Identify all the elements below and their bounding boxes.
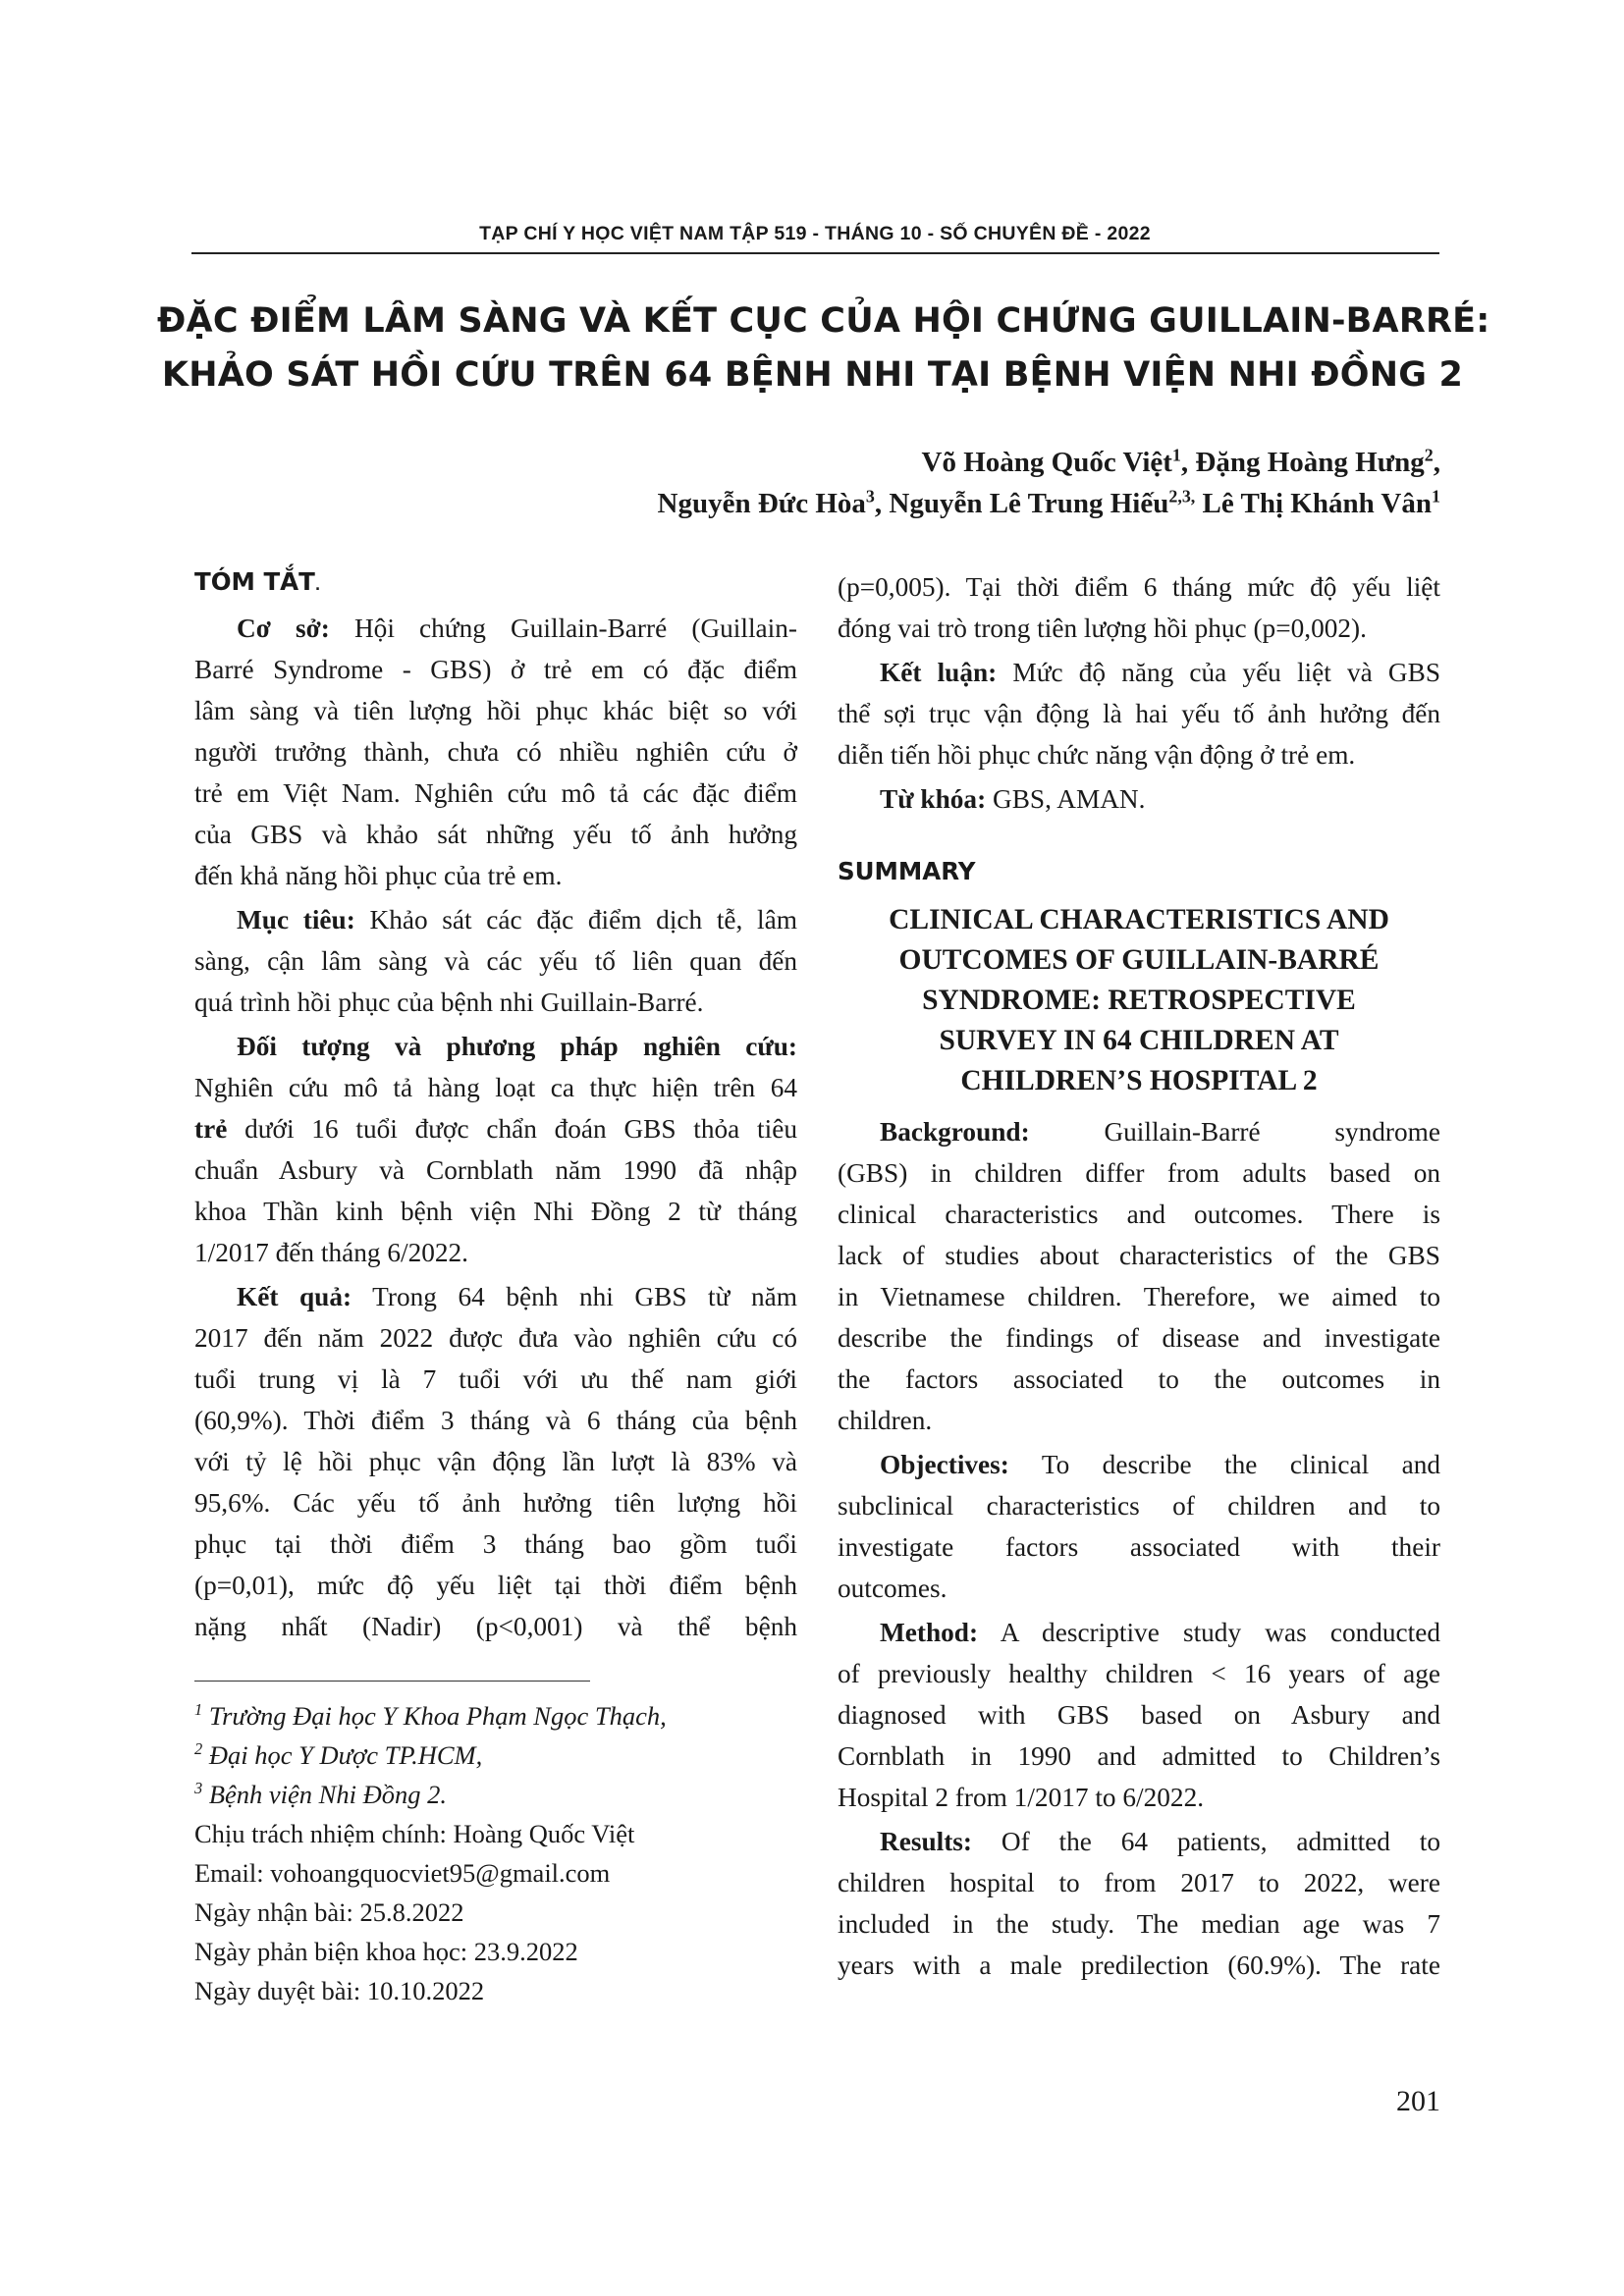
summary-line bbox=[880, 1444, 1440, 1485]
journal-header: TẠP CHÍ Y HỌC VIỆT NAM TẬP 519 - THÁNG 10 - SỐ CHUYÊN ĐỀ - 2022 bbox=[479, 223, 1151, 244]
author-affiliation: 2 bbox=[1424, 445, 1434, 465]
section-label: Cơ sở: bbox=[237, 614, 330, 643]
line-text: A descriptive study was conducted bbox=[978, 1618, 1440, 1647]
summary-line: children. bbox=[838, 1406, 933, 1435]
abstract-line: 95,6%. Các yếu tố ảnh hưởng tiên lượng hồi bbox=[194, 1488, 797, 1518]
corresponding-author: Chịu trách nhiệm chính: Hoàng Quốc Việt bbox=[194, 1819, 635, 1848]
article-title-line-1: ĐẶC ĐIỂM LÂM SÀNG VÀ KẾT CỤC CỦA HỘI CHỨNG GUILLAIN-BARRÉ: bbox=[157, 301, 1490, 341]
abstract-line: khoa Thần kinh bệnh viện Nhi Đồng 2 từ tháng bbox=[194, 1197, 797, 1226]
line-text: Mức độ năng của yếu liệt và GBS bbox=[997, 658, 1440, 687]
abstract-line: chuẩn Asbury và Cornblath năm 1990 đã nhập bbox=[194, 1155, 797, 1185]
summary-title-line: SYNDROME: RETROSPECTIVE bbox=[922, 985, 1356, 1016]
abstract-line: sàng, cận lâm sàng và các yếu tố liên quan đến bbox=[194, 946, 797, 976]
author-affiliation: 1 bbox=[1432, 486, 1440, 507]
author-line-1 bbox=[922, 447, 1440, 479]
summary-heading: SUMMARY bbox=[838, 857, 976, 885]
abstract-line: Nghiên cứu mô tả hàng loạt ca thực hiện trên 64 bbox=[194, 1073, 797, 1102]
article-title-line-2: KHẢO SÁT HỒI CỨU TRÊN 64 BỆNH NHI TẠI BỆNH VIỆN NHI ĐỒNG 2 bbox=[161, 355, 1464, 395]
line-text: Hội chứng Guillain-Barré (Guillain- bbox=[329, 614, 797, 643]
footnote-rule bbox=[194, 1681, 590, 1682]
author-separator: , bbox=[1433, 447, 1440, 478]
section-label: Results: bbox=[880, 1827, 973, 1856]
abstract-heading-text: TÓM TẮT bbox=[194, 567, 315, 596]
section-label: Objectives: bbox=[880, 1450, 1009, 1479]
page-number: 201 bbox=[1396, 2085, 1440, 2117]
author-name: Võ Hoàng Quốc Việt bbox=[921, 447, 1172, 478]
abstract-line: 1/2017 đến tháng 6/2022. bbox=[194, 1238, 469, 1267]
line-text: To describe the clinical and bbox=[1008, 1450, 1440, 1479]
summary-line: describe the findings of disease and investigate bbox=[838, 1323, 1440, 1353]
email[interactable]: Email: vohoangquocviet95@gmail.com bbox=[194, 1858, 611, 1888]
abstract-line: nặng nhất (Nadir) (p<0,001) và thể bệnh bbox=[194, 1612, 797, 1641]
abstract-line: phục tại thời điểm 3 tháng bao gồm tuổi bbox=[194, 1529, 797, 1559]
author-name: , Đặng Hoàng Hưng bbox=[1180, 447, 1425, 478]
abstract-line bbox=[237, 1276, 797, 1317]
abstract-line: (p=0,01), mức độ yếu liệt tại thời điểm bệnh bbox=[194, 1571, 797, 1600]
abstract-line: lâm sàng và tiên lượng hồi phục khác biệt so với bbox=[194, 696, 797, 725]
summary-line: Cornblath in 1990 and admitted to Children’s bbox=[838, 1741, 1440, 1771]
abstract-line: tuổi trung vị là 7 tuổi với ưu thế nam giới bbox=[194, 1364, 797, 1394]
bold-word: trẻ bbox=[194, 1114, 228, 1144]
section-label: Kết quả: bbox=[237, 1282, 352, 1311]
abstract-line bbox=[880, 652, 1440, 693]
summary-line: in Vietnamese children. Therefore, we aimed to bbox=[838, 1282, 1440, 1311]
abstract-line bbox=[237, 1026, 797, 1067]
date-reviewed: Ngày phản biện khoa học: 23.9.2022 bbox=[194, 1937, 578, 1966]
section-label: Đối tượng và phương pháp nghiên cứu: bbox=[237, 1032, 797, 1061]
abstract-line: của GBS và khảo sát những yếu tố ảnh hưởng bbox=[194, 820, 797, 849]
footnote-text: Đại học Y Dược TP.HCM, bbox=[202, 1740, 483, 1770]
summary-title-line: CLINICAL CHARACTERISTICS AND bbox=[889, 904, 1389, 935]
summary-line bbox=[880, 1111, 1440, 1152]
abstract-line: người trưởng thành, chưa có nhiều nghiên cứu ở bbox=[194, 737, 797, 767]
summary-line: Hospital 2 from 1/2017 to 6/2022. bbox=[838, 1783, 1205, 1812]
summary-line: outcomes. bbox=[838, 1574, 947, 1603]
line-text: dưới 16 tuổi được chẩn đoán GBS thỏa tiêu bbox=[227, 1114, 797, 1144]
summary-line: included in the study. The median age was 7 bbox=[838, 1909, 1440, 1939]
abstract-heading-dot: . bbox=[314, 578, 321, 594]
abstract-line: thể sợi trục vận động là hai yếu tố ảnh hưởng đến bbox=[838, 699, 1440, 728]
abstract-line: quá trình hồi phục của bệnh nhi Guillain-Barré. bbox=[194, 988, 704, 1017]
abstract-line: diễn tiến hồi phục chức năng vận động ở trẻ em. bbox=[838, 740, 1356, 770]
footnote-text: Trường Đại học Y Khoa Phạm Ngọc Thạch, bbox=[202, 1701, 667, 1731]
abstract-heading bbox=[194, 567, 320, 596]
line-text: Guillain-Barré syndrome bbox=[1029, 1117, 1440, 1147]
section-label: Background: bbox=[880, 1117, 1030, 1147]
summary-title-line: CHILDREN’S HOSPITAL 2 bbox=[960, 1065, 1318, 1096]
date-accepted: Ngày duyệt bài: 10.10.2022 bbox=[194, 1976, 485, 2005]
abstract-line bbox=[237, 608, 797, 649]
section-label: Mục tiêu: bbox=[237, 905, 355, 934]
summary-line: investigate factors associated with their bbox=[838, 1532, 1440, 1562]
footnote-text: Bệnh viện Nhi Đồng 2. bbox=[202, 1780, 447, 1809]
summary-line bbox=[880, 1821, 1440, 1862]
footnote-affiliation-1 bbox=[194, 1696, 667, 1735]
author-name: , Nguyễn Lê Trung Hiếu bbox=[874, 488, 1169, 519]
footnote-marker: 3 bbox=[194, 1779, 203, 1798]
section-label: Từ khóa: bbox=[880, 784, 987, 814]
summary-line bbox=[880, 1612, 1440, 1653]
abstract-line bbox=[237, 899, 797, 940]
keywords bbox=[880, 778, 1440, 820]
abstract-line: đến khả năng hồi phục của trẻ em. bbox=[194, 861, 563, 890]
abstract-line: trẻ em Việt Nam. Nghiên cứu mô tả các đặc điểm bbox=[194, 778, 797, 808]
abstract-line: 2017 đến năm 2022 được đưa vào nghiên cứu có bbox=[194, 1323, 797, 1353]
date-received: Ngày nhận bài: 25.8.2022 bbox=[194, 1897, 464, 1927]
summary-line: diagnosed with GBS based on Asbury and bbox=[838, 1700, 1440, 1730]
line-text: Trong 64 bệnh nhi GBS từ năm bbox=[352, 1282, 797, 1311]
author-name: Nguyễn Đức Hòa bbox=[657, 488, 866, 519]
author-affiliation: 3 bbox=[865, 486, 875, 507]
summary-title-line: OUTCOMES OF GUILLAIN-BARRÉ bbox=[898, 944, 1380, 976]
footnote-affiliation-2 bbox=[194, 1735, 482, 1775]
footnote-affiliation-3 bbox=[194, 1775, 447, 1814]
section-label: Kết luận: bbox=[880, 658, 998, 687]
abstract-line: Barré Syndrome - GBS) ở trẻ em có đặc điểm bbox=[194, 655, 797, 684]
summary-line: of previously healthy children < 16 years of age bbox=[838, 1659, 1440, 1688]
section-label: Method: bbox=[880, 1618, 979, 1647]
summary-line: subclinical characteristics of children and to bbox=[838, 1491, 1440, 1521]
abstract-line: (60,9%). Thời điểm 3 tháng và 6 tháng của bệnh bbox=[194, 1406, 797, 1435]
summary-line: children hospital to from 2017 to 2022, were bbox=[838, 1868, 1440, 1897]
summary-line: years with a male predilection (60.9%). The rate bbox=[838, 1950, 1440, 1980]
line-text: GBS, AMAN. bbox=[986, 784, 1146, 814]
author-line-2 bbox=[658, 488, 1440, 520]
summary-line: lack of studies about characteristics of the GBS bbox=[838, 1241, 1440, 1270]
footnote-marker: 1 bbox=[194, 1700, 203, 1720]
abstract-line bbox=[194, 1108, 797, 1149]
summary-line: clinical characteristics and outcomes. There is bbox=[838, 1200, 1440, 1229]
footnote-marker: 2 bbox=[194, 1739, 203, 1759]
summary-line: (GBS) in children differ from adults based on bbox=[838, 1158, 1440, 1188]
author-affiliation: 2,3, bbox=[1168, 486, 1196, 507]
abstract-line: đóng vai trò trong tiên lượng hồi phục (p=0,002). bbox=[838, 614, 1367, 643]
line-text: Khảo sát các đặc điểm dịch tễ, lâm bbox=[354, 905, 797, 934]
abstract-line: (p=0,005). Tại thời điểm 6 tháng mức độ yếu liệt bbox=[838, 572, 1440, 602]
line-text: Of the 64 patients, admitted to bbox=[972, 1827, 1440, 1856]
summary-line: the factors associated to the outcomes in bbox=[838, 1364, 1440, 1394]
summary-title-line: SURVEY IN 64 CHILDREN AT bbox=[939, 1025, 1339, 1056]
header-rule bbox=[191, 252, 1439, 254]
author-affiliation: 1 bbox=[1171, 445, 1181, 465]
author-name: Lê Thị Khánh Vân bbox=[1195, 488, 1433, 519]
abstract-line: với tỷ lệ hồi phục vận động lần lượt là 83% và bbox=[194, 1447, 797, 1476]
